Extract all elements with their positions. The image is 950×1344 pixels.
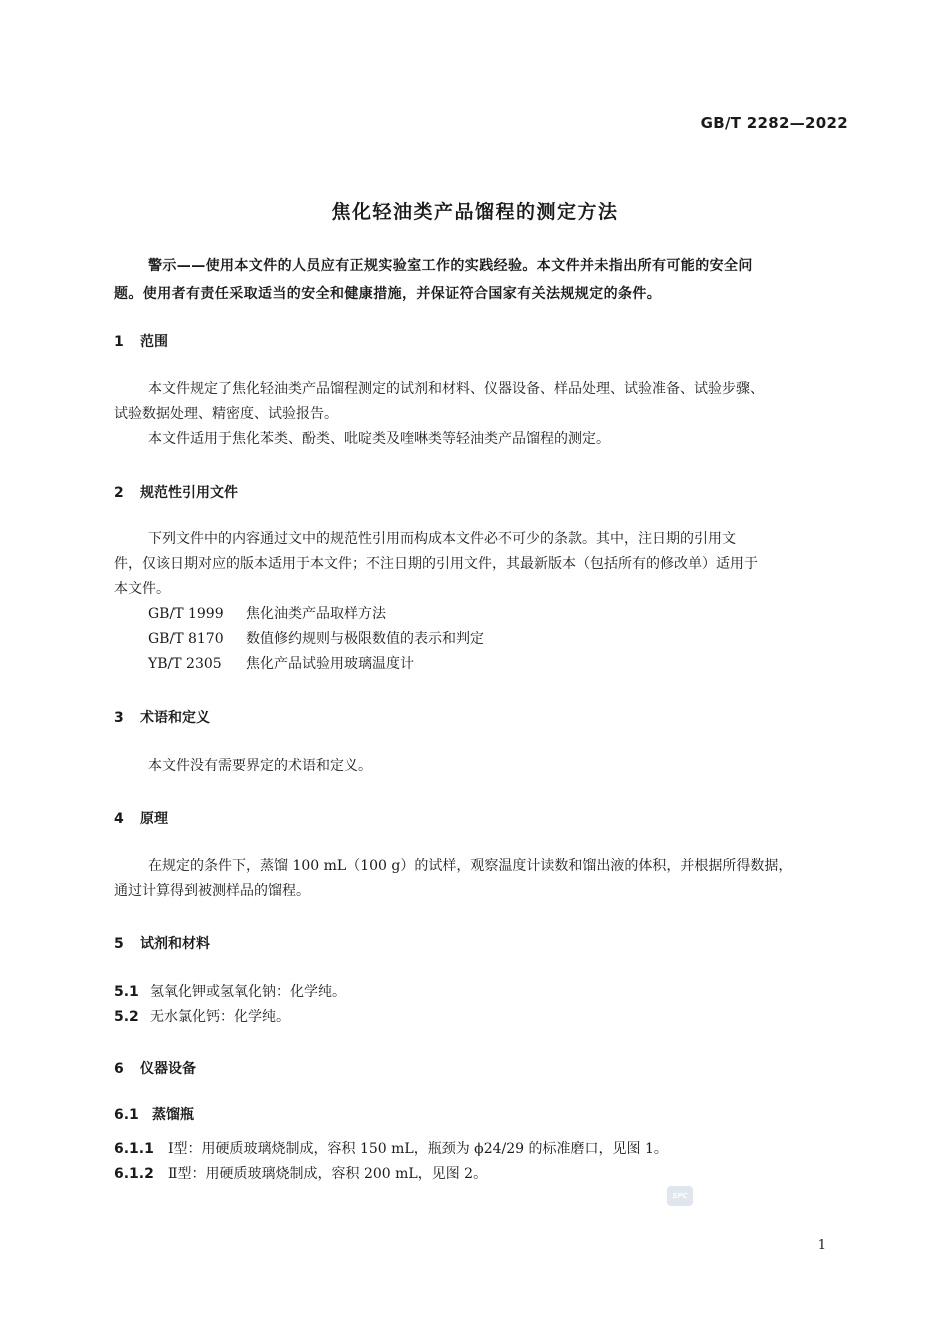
subsection-title: 蒸馏瓶 — [152, 1107, 194, 1123]
publisher-watermark-logo: SPC — [667, 1186, 693, 1206]
clause-6-1-1 — [114, 1137, 668, 1162]
page-number: 1 — [817, 1238, 826, 1253]
section-number: 3 — [114, 710, 124, 726]
clause-number: 6.1.1 — [114, 1141, 154, 1157]
section-number: 4 — [114, 811, 124, 827]
clause-5-2 — [114, 1005, 290, 1030]
document-title: 焦化轻油类产品馏程的测定方法 — [331, 201, 619, 223]
clause-number: 5.2 — [114, 1009, 139, 1025]
section-3-body — [114, 754, 850, 779]
section-3-heading — [114, 707, 210, 727]
clause-5-1 — [114, 980, 346, 1005]
section-5-heading — [114, 933, 210, 953]
reference-row — [114, 602, 850, 627]
principle-line-1: 在规定的条件下，蒸馏 100 mL（100 g）的试样，观察温度计读数和馏出液的体积，并根据所得数据， — [148, 858, 793, 874]
reference-title: 数值修约规则与极限数值的表示和判定 — [246, 631, 484, 647]
section-title: 术语和定义 — [140, 710, 210, 726]
subsection-number: 6.1 — [114, 1107, 139, 1123]
clause-text: 无水氯化钙：化学纯。 — [150, 1009, 290, 1025]
section-title: 试剂和材料 — [140, 936, 210, 952]
section-4-heading — [114, 808, 168, 828]
terms-paragraph: 本文件没有需要界定的术语和定义。 — [148, 758, 372, 774]
normative-line-2: 件，仅该日期对应的版本适用于本文件；不注日期的引用文件，其最新版本（包括所有的修改单）适用于 — [114, 556, 758, 572]
principle-line-2: 通过计算得到被测样品的馏程。 — [114, 883, 310, 899]
clause-number: 6.1.2 — [114, 1166, 154, 1182]
reference-title: 焦化油类产品取样方法 — [246, 606, 386, 622]
section-6-heading — [114, 1058, 196, 1078]
reference-code: YB/T 2305 — [148, 656, 222, 672]
reference-code: GB/T 8170 — [148, 631, 224, 647]
section-2-body — [114, 527, 850, 677]
reference-code: GB/T 1999 — [148, 606, 224, 622]
section-1-heading — [114, 331, 168, 351]
scope-line-1: 本文件规定了焦化轻油类产品馏程测定的试剂和材料、仪器设备、样品处理、试验准备、试验步骤、 — [148, 381, 764, 397]
reference-row — [114, 627, 850, 652]
warning-paragraph — [114, 252, 850, 308]
section-2-heading — [114, 482, 238, 502]
subsection-6-1-heading — [114, 1104, 194, 1124]
clause-number: 5.1 — [114, 984, 139, 1000]
section-4-body — [114, 854, 850, 904]
normative-line-3: 本文件。 — [114, 581, 170, 597]
section-title: 原理 — [140, 811, 168, 827]
section-number: 6 — [114, 1061, 124, 1077]
section-1-body — [114, 377, 850, 452]
warning-line-1: 警示——使用本文件的人员应有正规实验室工作的实践经验。本文件并未指出所有可能的安全问 — [148, 258, 753, 274]
reference-title: 焦化产品试验用玻璃温度计 — [246, 656, 414, 672]
scope-paragraph-2: 本文件适用于焦化苯类、酚类、吡啶类及喹啉类等轻油类产品馏程的测定。 — [148, 431, 610, 447]
standard-code: GB/T 2282—2022 — [700, 114, 848, 132]
clause-text: Ⅰ型：用硬质玻璃烧制成，容积 150 mL，瓶颈为 ϕ24/29 的标准磨口，见图 1。 — [168, 1141, 668, 1157]
reference-row — [114, 652, 850, 677]
section-title: 仪器设备 — [140, 1061, 196, 1077]
clause-6-1-2 — [114, 1162, 487, 1187]
section-number: 1 — [114, 334, 124, 350]
warning-line-2: 题。使用者有责任采取适当的安全和健康措施，并保证符合国家有关法规规定的条件。 — [114, 286, 662, 302]
clause-text: Ⅱ型：用硬质玻璃烧制成，容积 200 mL，见图 2。 — [168, 1166, 488, 1182]
section-title: 规范性引用文件 — [140, 485, 238, 501]
scope-line-2: 试验数据处理、精密度、试验报告。 — [114, 406, 338, 422]
section-number: 2 — [114, 485, 124, 501]
clause-text: 氢氧化钾或氢氧化钠：化学纯。 — [150, 984, 346, 1000]
section-number: 5 — [114, 936, 124, 952]
section-title: 范围 — [140, 334, 168, 350]
normative-line-1: 下列文件中的内容通过文中的规范性引用而构成本文件必不可少的条款。其中，注日期的引用文 — [148, 531, 736, 547]
